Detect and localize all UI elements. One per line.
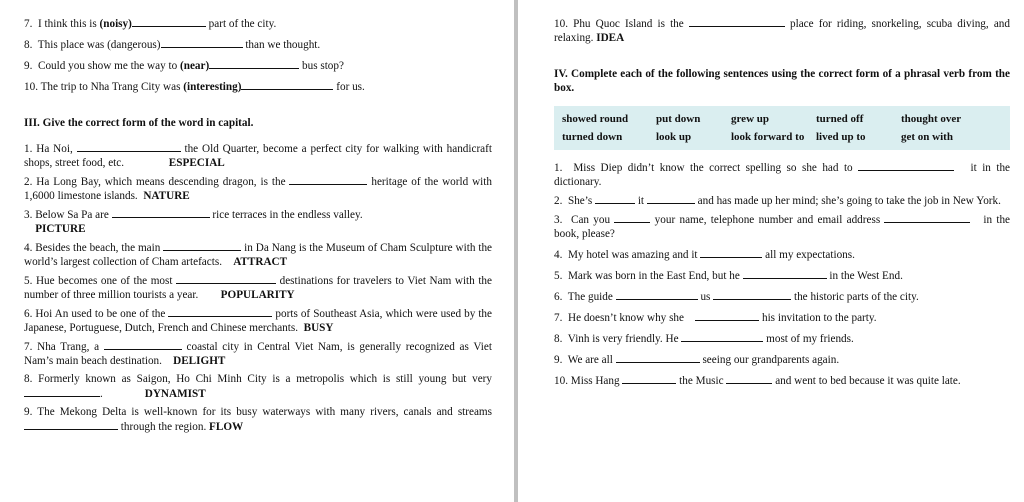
item-number: 3. — [554, 214, 563, 227]
item-text: 7. Nha Trang, a — [24, 341, 104, 354]
ex3-item-4 — [24, 240, 492, 269]
item-number: 8. — [554, 333, 563, 346]
cue-word: (noisy) — [99, 18, 132, 30]
answer-blank[interactable] — [161, 37, 243, 48]
item-text: 5. Hue becomes one of the most — [24, 275, 177, 288]
item-number: 9. — [24, 60, 33, 72]
answer-blank[interactable] — [622, 373, 676, 384]
item-text: and has made up her mind; she’s going to take the job in New York. — [697, 195, 1001, 208]
item-text: for us. — [336, 81, 365, 93]
item-number: 2. — [554, 195, 563, 208]
item-text: heritage of the world with 1,6000 limestone islands. — [24, 176, 492, 203]
section-3-title: III. Give the correct form of the word in capital. — [24, 117, 254, 129]
cue-word: (interesting) — [183, 81, 242, 93]
phrase-option: turned down — [562, 131, 623, 144]
answer-blank[interactable] — [689, 16, 785, 27]
item-text: seeing our grandparents again. — [702, 354, 840, 367]
item-text: Can you — [570, 214, 615, 227]
ex3-item-8 — [24, 372, 492, 401]
item-text: than we thought. — [245, 39, 321, 51]
phrase-option: thought over — [901, 113, 962, 126]
item-text: most of my friends. — [766, 333, 854, 346]
phrase-option: look forward to — [731, 131, 805, 144]
ex2-item-9 — [24, 58, 492, 73]
item-text: it in the dictionary. — [554, 162, 1011, 189]
answer-blank[interactable] — [884, 212, 970, 223]
item-text: The guide — [567, 291, 616, 304]
item-text: part of the city. — [208, 18, 277, 30]
answer-blank[interactable] — [726, 373, 772, 384]
item-text: 4. Besides the beach, the main — [24, 242, 164, 255]
item-text: Miss Hang — [570, 375, 623, 388]
phrase-option: put down — [656, 113, 701, 126]
item-number: 7. — [24, 18, 33, 30]
item-number: 10. — [24, 81, 38, 93]
item-text: and went to bed because it was quite late. — [775, 375, 961, 388]
item-text: 3. Below Sa Pa are — [24, 209, 112, 222]
item-number: 6. — [554, 291, 563, 304]
item-number: 10. — [554, 375, 568, 388]
ex4-item-5 — [554, 268, 1010, 283]
answer-blank[interactable] — [209, 58, 299, 69]
section-4-title: IV. Complete each of the following sentences using the correct form of a phrasal verb from the box. — [554, 68, 1010, 94]
item-number: 8. — [24, 39, 33, 51]
answer-blank[interactable] — [77, 141, 181, 152]
answer-blank[interactable] — [595, 193, 635, 204]
ex4-item-4 — [554, 247, 1010, 262]
item-text: ports of Southeast Asia, which were used by the Japanese, Portuguese, Dutch, French and Chinese merchants. — [24, 308, 492, 335]
ex4-item-1 — [554, 160, 1010, 189]
item-text: 2. Ha Long Bay, which means descending dragon, is the — [24, 176, 290, 189]
item-text: his invitation to the party. — [761, 312, 877, 325]
item-text: This place was — [37, 39, 108, 51]
capital-keyword: PICTURE — [35, 223, 86, 236]
item-text: Mark was born in the East End, but he — [567, 270, 743, 283]
ex2-item-10 — [24, 79, 492, 94]
item-text: all my expectations. — [765, 249, 855, 262]
ex4-item-7 — [554, 310, 1010, 325]
answer-blank[interactable] — [614, 212, 650, 223]
item-text: 6. Hoi An used to be one of the — [24, 308, 169, 321]
answer-blank[interactable] — [647, 193, 695, 204]
item-text: 1. Ha Noi, — [24, 143, 77, 156]
answer-blank[interactable] — [681, 331, 763, 342]
phrase-option: lived up to — [816, 131, 866, 144]
ex4-item-2 — [554, 193, 1010, 208]
ex3-item-7 — [24, 339, 492, 368]
item-number: 4. — [554, 249, 563, 262]
item-text: us — [700, 291, 714, 304]
item-text: place for riding, snorkeling, scuba diving, and relaxing. — [554, 18, 1010, 44]
phrase-row — [562, 110, 1002, 128]
capital-keyword: FLOW — [209, 421, 244, 434]
item-text: 10. Phu Quoc Island is the — [554, 18, 689, 30]
answer-blank[interactable] — [132, 16, 206, 27]
item-text: through the region. — [118, 421, 207, 434]
item-text: coastal city in Central Viet Nam, is generally recognized as Viet Nam’s main beach destination. — [24, 341, 492, 368]
answer-blank[interactable] — [616, 289, 698, 300]
item-number: 5. — [554, 270, 563, 283]
phrase-option: showed round — [562, 113, 629, 126]
item-number: 9. — [554, 354, 563, 367]
item-text: in the book, please? — [554, 214, 1011, 241]
capital-keyword: IDEA — [596, 32, 625, 44]
item-text: Could you show me the way to — [37, 60, 180, 72]
item-text: bus stop? — [302, 60, 344, 72]
capital-keyword: BUSY — [303, 322, 334, 335]
item-text: the historic parts of the city. — [793, 291, 919, 304]
answer-blank[interactable] — [713, 289, 791, 300]
ex3-item-3 — [24, 207, 492, 236]
answer-blank[interactable] — [168, 306, 272, 317]
item-text: She’s — [567, 195, 596, 208]
item-text: in Da Nang is the Museum of Cham Sculpture with the world’s largest collection of Cham artefacts. — [24, 242, 493, 269]
item-text: destinations for travelers to Viet Nam with the number of three million tourists a year. — [24, 275, 492, 302]
item-text: the Old Quarter, become a perfect city for walking with handicraft shops, street food, etc. — [24, 143, 492, 170]
capital-keyword: ATTRACT — [233, 256, 288, 269]
right-page — [518, 0, 1024, 502]
phrase-option: grew up — [731, 113, 769, 126]
ex4-item-6 — [554, 289, 1010, 304]
item-text: 9. The Mekong Delta is well-known for its busy waterways with many rivers, canals and streams — [24, 406, 492, 419]
item-text: We are all — [567, 354, 616, 367]
item-text: the Music — [679, 375, 727, 388]
capital-keyword: DELIGHT — [173, 355, 226, 368]
answer-blank[interactable] — [700, 247, 762, 258]
item-number: 7. — [554, 312, 563, 325]
answer-blank[interactable] — [24, 386, 100, 397]
ex3-item-5 — [24, 273, 492, 302]
capital-keyword: POPULARITY — [220, 289, 295, 302]
ex4-item-8 — [554, 331, 1010, 346]
answer-blank[interactable] — [163, 240, 241, 251]
ex2-item-8 — [24, 37, 492, 52]
phrase-option: turned off — [816, 113, 864, 126]
ex3-item-10 — [554, 16, 1010, 45]
item-text: 8. Formerly known as Saigon, Ho Chi Minh City is a metropolis which is still young but very — [24, 373, 492, 386]
item-text: He doesn’t know why she — [567, 312, 687, 325]
capital-keyword: ESPECIAL — [168, 157, 225, 170]
answer-blank[interactable] — [743, 268, 827, 279]
item-text: . — [100, 388, 103, 401]
ex2-item-7 — [24, 16, 492, 31]
ex4-item-10 — [554, 373, 1010, 388]
item-text: The trip to Nha Trang City was — [40, 81, 184, 93]
item-text: My hotel was amazing and it — [567, 249, 701, 262]
answer-blank[interactable] — [695, 310, 759, 321]
ex3-item-9 — [24, 405, 492, 434]
item-text: I think this is — [37, 18, 100, 30]
answer-blank[interactable] — [241, 79, 333, 90]
answer-blank[interactable] — [104, 339, 182, 350]
item-text: your name, telephone number and email address — [654, 214, 885, 227]
answer-blank[interactable] — [112, 207, 210, 218]
item-text: in the West End. — [829, 270, 903, 283]
answer-blank[interactable] — [24, 419, 118, 430]
item-text: Vinh is very friendly. He — [567, 333, 682, 346]
ex3-item-2 — [24, 174, 492, 203]
item-number: 1. — [554, 162, 563, 175]
capital-keyword: NATURE — [143, 190, 190, 203]
answer-blank[interactable] — [858, 160, 954, 171]
cue-word: (dangerous) — [107, 39, 161, 51]
capital-keyword: DYNAMIST — [144, 388, 206, 401]
answer-blank[interactable] — [616, 352, 700, 363]
item-text: Miss Diep didn’t know the correct spelling so she had to — [573, 162, 859, 175]
ex4-item-3 — [554, 212, 1010, 241]
phrase-option: get on with — [901, 131, 953, 144]
ex3-item-6 — [24, 306, 492, 335]
answer-blank[interactable] — [289, 174, 367, 185]
phrase-option: look up — [656, 131, 692, 144]
phrasal-verb-box — [554, 106, 1010, 150]
item-text: rice terraces in the endless valley. — [209, 209, 363, 222]
answer-blank[interactable] — [176, 273, 276, 284]
phrase-row — [562, 128, 1002, 146]
item-text: it — [637, 195, 647, 208]
ex3-item-1 — [24, 141, 492, 170]
ex4-item-9 — [554, 352, 1010, 367]
cue-word: (near) — [180, 60, 210, 72]
